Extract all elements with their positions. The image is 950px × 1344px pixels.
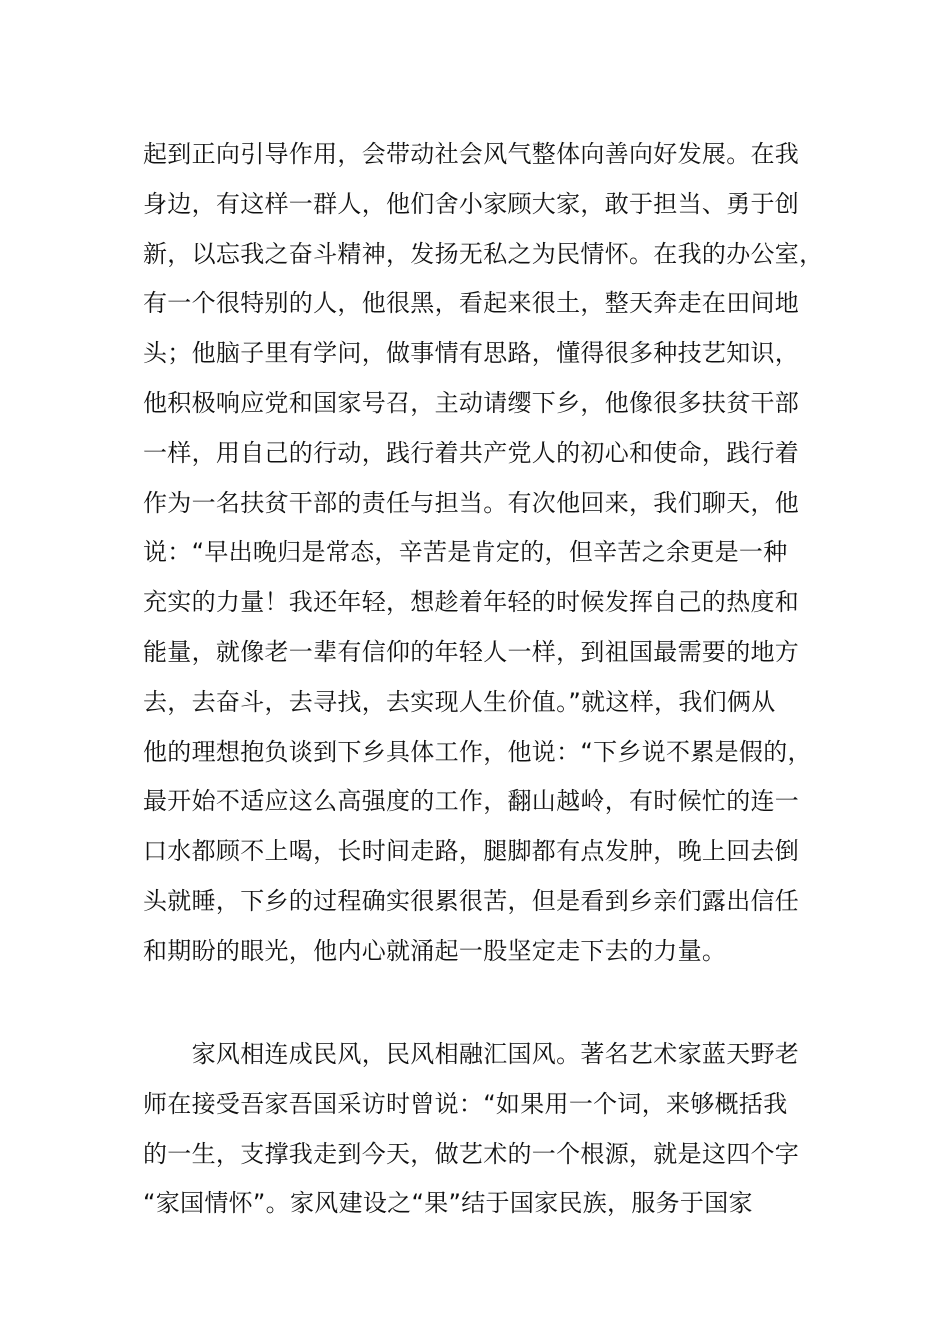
text-line: 充实的力量！我还年轻，想趁着年轻的时候发挥自己的热度和 [143, 588, 800, 617]
text-line: 有一个很特别的人，他很黑，看起来很土，整天奔走在田间地 [143, 289, 800, 318]
text-line: “家国情怀”。家风建设之“果”结于国家民族，服务于国家 [143, 1189, 753, 1218]
text-line: 口水都顾不上喝，长时间走路，腿脚都有点发肿，晚上回去倒 [143, 837, 800, 866]
text-line: 身边，有这样一群人，他们舍小家顾大家，敢于担当、勇于创 [143, 189, 800, 218]
text-line: 他积极响应党和国家号召，主动请缨下乡，他像很多扶贫干部 [143, 388, 800, 417]
text-line: 说：“早出晚归是常态，辛苦是肯定的，但辛苦之余更是一种 [143, 538, 788, 567]
text-line: 师在接受吾家吾国采访时曾说：“如果用一个词，来够概括我 [143, 1089, 788, 1118]
text-line: 他的理想抱负谈到下乡具体工作，他说：“下乡说不累是假的， [143, 737, 812, 766]
text-line: 头就睡，下乡的过程确实很累很苦，但是看到乡亲们露出信任 [143, 886, 800, 915]
text-line: 的一生，支撑我走到今天，做艺术的一个根源，就是这四个字 [143, 1139, 800, 1168]
text-line: 最开始不适应这么高强度的工作，翻山越岭，有时候忙的连一 [143, 787, 800, 816]
paragraph-2 [143, 1030, 833, 1229]
text-line: 去，去奋斗，去寻找，去实现人生价值。”就这样，我们俩从 [143, 687, 776, 716]
text-line: 家风相连成民风，民风相融汇国风。著名艺术家蓝天野老 [143, 1040, 800, 1068]
text-line: 和期盼的眼光，他内心就涌起一股坚定走下去的力量。 [143, 936, 727, 965]
text-line: 新，以忘我之奋斗精神，发扬无私之为民情怀。在我的办公室， [143, 239, 824, 268]
text-line: 起到正向引导作用，会带动社会风气整体向善向好发展。在我 [143, 140, 800, 168]
text-line: 头；他脑子里有学问，做事情有思路，懂得很多种技艺知识， [143, 339, 800, 368]
text-line: 作为一名扶贫干部的责任与担当。有次他回来，我们聊天，他 [143, 488, 800, 517]
paragraph-1 [143, 130, 833, 977]
text-line: 能量，就像老一辈有信仰的年轻人一样，到祖国最需要的地方 [143, 637, 800, 666]
text-line: 一样，用自己的行动，践行着共产党人的初心和使命，践行着 [143, 438, 800, 467]
